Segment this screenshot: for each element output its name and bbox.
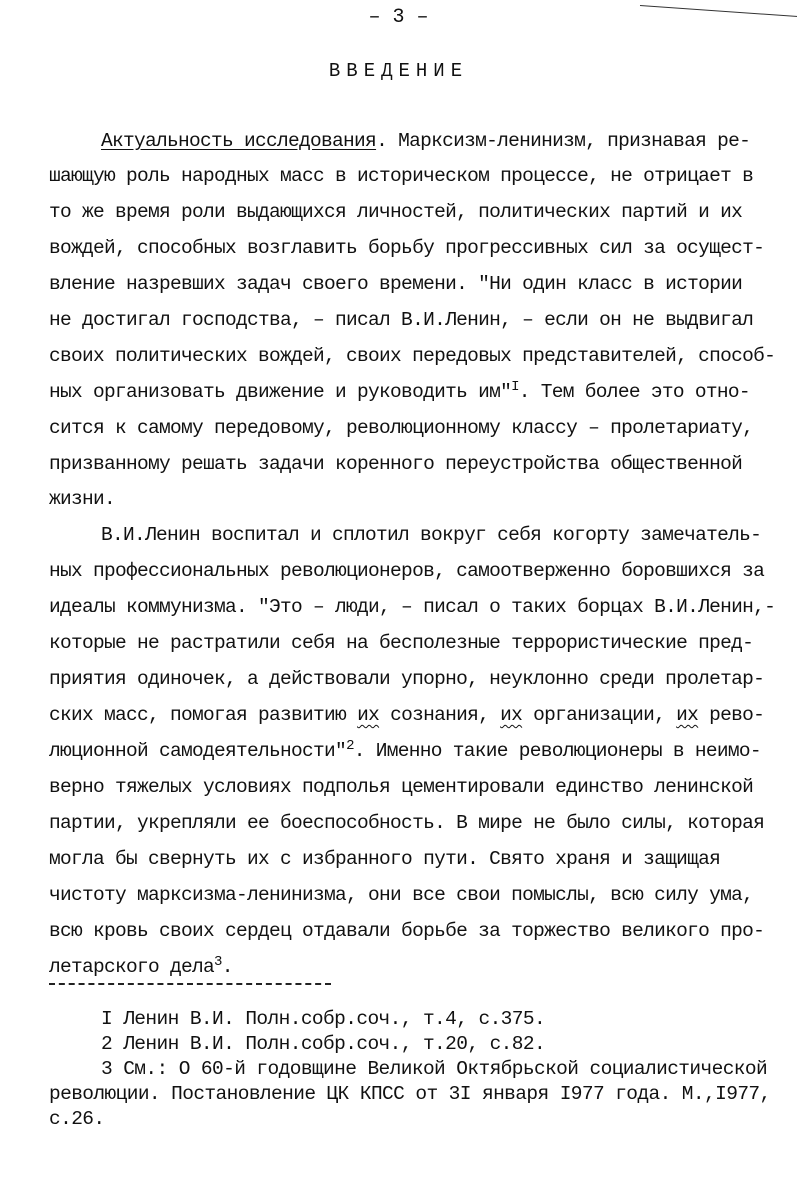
emphasis-word: их xyxy=(500,704,523,726)
footnote-3-line-2: революции. Постановление ЦК КПСС от 3I января I977 года. М.,I977, xyxy=(49,1083,771,1105)
para2-line-12: всю кровь своих сердец отдавали борьбе за торжество великого про- xyxy=(49,920,765,942)
para2-line-3: идеалы коммунизма. "Это – люди, – писал о таких борцах В.И.Ленин,- xyxy=(49,596,776,618)
footnote-ref-2: 2 xyxy=(346,738,354,754)
emphasis-word: их xyxy=(357,704,380,726)
para1-line-2: шающую роль народных масс в историческом процессе, не отрицает в xyxy=(49,165,754,187)
footnote-ref-1: I xyxy=(511,379,519,395)
para2-line-13: летарского дела$^3$. xyxy=(49,954,233,978)
emphasis-word: их xyxy=(676,704,699,726)
para2-line-6: ских масс, помогая развитию их сознания, их организации, их рево- xyxy=(49,704,765,726)
para1-heading: Актуальность исследования xyxy=(101,130,377,152)
footnote-3-line-3: с.26. xyxy=(49,1108,105,1130)
para2-line-5: приятия одиночек, а действовали упорно, неуклонно среди пролетар- xyxy=(49,668,765,690)
para2-line-10: могла бы свернуть их с избранного пути. Свято храня и защищая xyxy=(49,848,721,870)
footnote-1: I Ленин В.И. Полн.собр.соч., т.4, с.375. xyxy=(101,1008,546,1030)
footnote-2: 2 Ленин В.И. Полн.собр.соч., т.20, с.82. xyxy=(101,1033,546,1055)
para2-line-7: люционной самодеятельности"$^2$. Именно такие революционеры в неимо- xyxy=(49,738,761,762)
para1-line-6: не достигал господства, – писал В.И.Ленин, – если он не выдвигал xyxy=(49,309,754,331)
para2-line-11: чистоту марксизма-ленинизма, они все свои помыслы, всю силу ума, xyxy=(49,884,754,906)
para1-line-11: жизни. xyxy=(49,488,116,510)
para2-line-2: ных профессиональных революционеров, самоотверженно боровшихся за xyxy=(49,560,765,582)
footnote-ref-3: 3 xyxy=(214,954,222,970)
para1-line-8: ных организовать движение и руководить им"$^I$. Тем более это отно- xyxy=(49,379,750,403)
page-number: – 3 – xyxy=(368,6,429,29)
para2-line-9: партии, укрепляли ее боеспособность. В мире не было силы, которая xyxy=(49,812,765,834)
para1-line-10: призванному решать задачи коренного переустройства общественной xyxy=(49,453,743,475)
footnote-3-line-1: 3 См.: О 60-й годовщине Великой Октябрьской социалистической xyxy=(101,1058,768,1080)
para1-line-5: вление назревших задач своего времени. "Ни один класс в истории xyxy=(49,273,743,295)
para2-line-8: верно тяжелых условиях подполья цементировали единство ленинской xyxy=(49,776,754,798)
para2-line-1: В.И.Ленин воспитал и сплотил вокруг себя когорту замечатель- xyxy=(101,524,762,546)
para1-line-1: Актуальность исследования. Марксизм-ленинизм, признавая ре- xyxy=(101,130,751,152)
para1-line-7: своих политических вождей, своих передовых представителей, способ- xyxy=(49,345,776,367)
para2-line-4: которые не растратили себя на бесполезные террористические пред- xyxy=(49,632,754,654)
section-title: ВВЕДЕНИЕ xyxy=(328,60,469,82)
para1-line-3: то же время роли выдающихся личностей, политических партий и их xyxy=(49,201,743,223)
para1-line-4: вождей, способных возглавить борьбу прогрессивных сил за осущест- xyxy=(49,237,765,259)
footnote-separator xyxy=(49,983,331,985)
para1-line-9: сится к самому передовому, революционному классу – пролетариату, xyxy=(49,417,754,439)
